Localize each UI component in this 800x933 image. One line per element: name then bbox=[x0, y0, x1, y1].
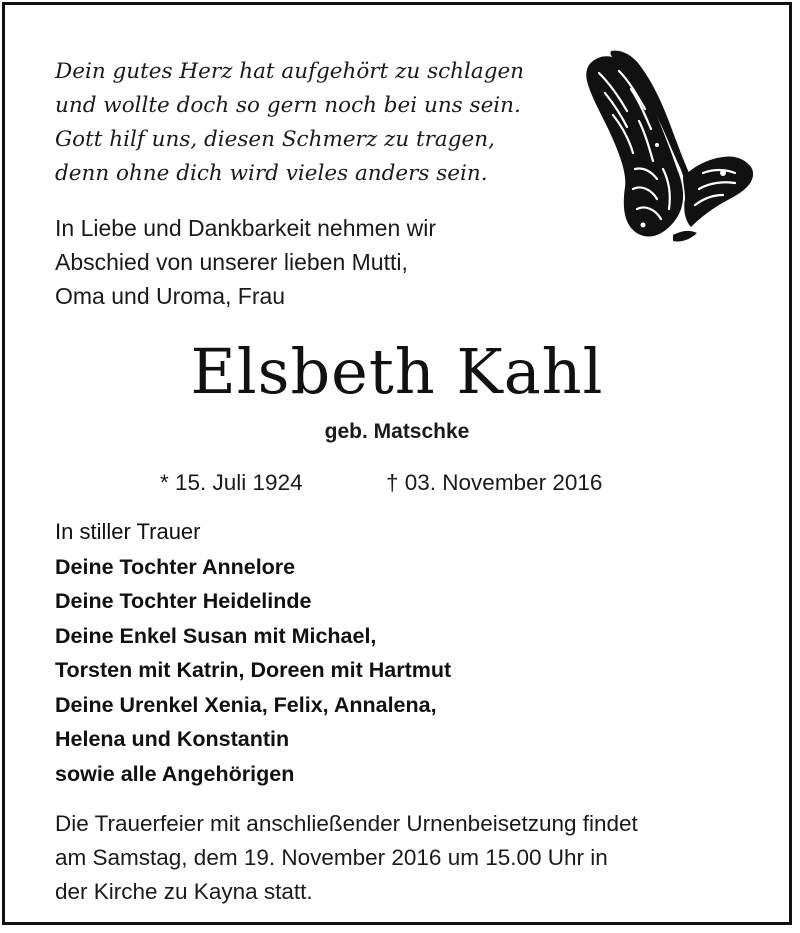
obituary-notice bbox=[2, 2, 792, 925]
mourner-line: Torsten mit Katrin, Doreen mit Hartmut bbox=[55, 658, 452, 682]
birth-date: * 15. Juli 1924 bbox=[160, 470, 303, 495]
mourner-line: Deine Tochter Heidelinde bbox=[55, 589, 312, 613]
service-line: der Kirche zu Kayna statt. bbox=[55, 879, 313, 904]
mourner-line: Deine Tochter Annelore bbox=[55, 554, 296, 579]
mourner-line: Helena und Konstantin bbox=[55, 727, 290, 751]
mourners-lead: In stiller Trauer bbox=[55, 519, 201, 544]
poem-line: denn ohne dich wird vieles anders sein. bbox=[55, 161, 488, 186]
mourner-line: Deine Urenkel Xenia, Felix, Annalena, bbox=[55, 692, 437, 717]
intro-line: Abschied von unserer lieben Mutti, bbox=[55, 249, 408, 275]
praying-hands-icon bbox=[573, 49, 755, 249]
poem-line: und wollte doch so gern noch bei uns sein. bbox=[55, 93, 521, 118]
service-line: Die Trauerfeier mit anschließender Urnenbeisetzung findet bbox=[55, 811, 638, 836]
memorial-poem bbox=[55, 55, 575, 191]
poem-line: Dein gutes Herz hat aufgehört zu schlagen bbox=[55, 59, 525, 84]
intro-line: In Liebe und Dankbarkeit nehmen wir bbox=[55, 215, 437, 241]
deceased-name: Elsbeth Kahl bbox=[190, 335, 604, 408]
mourner-line: Deine Enkel Susan mit Michael, bbox=[55, 623, 377, 648]
intro-line: Oma und Uroma, Frau bbox=[55, 283, 286, 309]
service-details bbox=[55, 807, 775, 909]
maiden-name: geb. Matschke bbox=[324, 420, 470, 443]
mourners-list bbox=[55, 515, 451, 791]
poem-line: Gott hilf uns, diesen Schmerz zu tragen, bbox=[55, 127, 495, 152]
mourner-line: sowie alle Angehörigen bbox=[55, 761, 295, 786]
death-date: † 03. November 2016 bbox=[386, 470, 603, 495]
intro-text bbox=[55, 211, 436, 313]
service-line: am Samstag, dem 19. November 2016 um 15.00 Uhr in bbox=[55, 845, 608, 870]
